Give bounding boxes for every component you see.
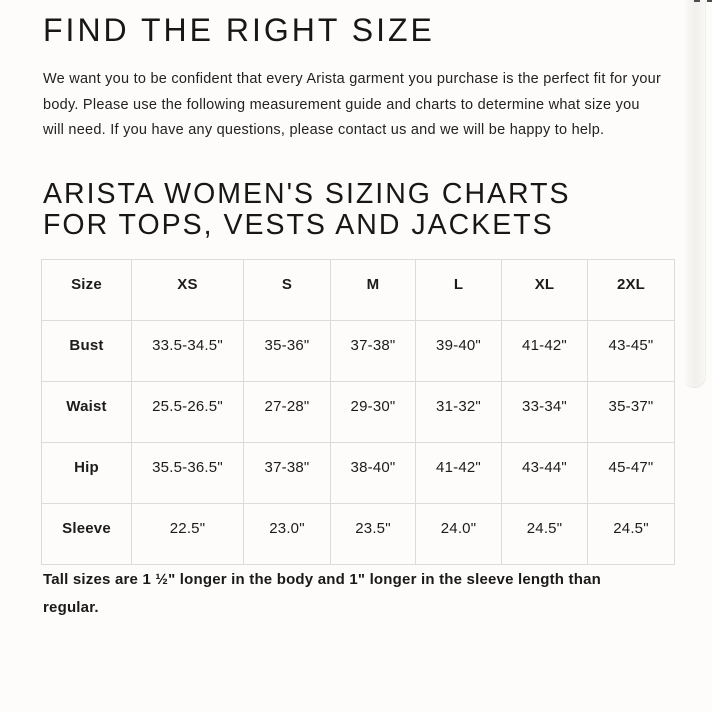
size-chart-header-cell: XS <box>132 260 244 321</box>
size-chart-table <box>41 259 675 565</box>
intro-paragraph: We want you to be confident that every Arista garment you purchase is the perfect fit for your body. Please use the following measurement guide and charts to determine what size you will need. If you have any questions, please contact us and we will be happy to help. <box>43 71 662 139</box>
size-chart-cell: 41-42" <box>416 443 502 504</box>
cropped-edge-artifact <box>707 0 712 2</box>
size-chart-cell: 43-44" <box>502 443 588 504</box>
size-chart-cell: 41-42" <box>502 321 588 382</box>
size-chart-row-sleeve <box>42 504 675 565</box>
size-chart-row-label: Waist <box>42 382 132 443</box>
size-chart-cell: 39-40" <box>416 321 502 382</box>
size-chart-header-cell: Size <box>42 260 132 321</box>
size-chart-header-cell: M <box>331 260 416 321</box>
size-chart-cell: 37-38" <box>331 321 416 382</box>
size-chart-cell: 23.5" <box>331 504 416 565</box>
section-heading-line2: FOR TOPS, VESTS AND JACKETS <box>43 209 554 241</box>
size-chart-cell: 23.0" <box>244 504 331 565</box>
size-chart-row-waist <box>42 382 675 443</box>
size-chart-cell: 33.5-34.5" <box>132 321 244 382</box>
size-chart-header-cell: XL <box>502 260 588 321</box>
size-chart-row-hip <box>42 443 675 504</box>
size-chart-cell: 24.0" <box>416 504 502 565</box>
size-chart-row-bust <box>42 321 675 382</box>
size-chart-header-cell: S <box>244 260 331 321</box>
size-chart-cell: 27-28" <box>244 382 331 443</box>
size-chart-header-cell: L <box>416 260 502 321</box>
size-chart-cell: 22.5" <box>132 504 244 565</box>
size-chart-cell: 25.5-26.5" <box>132 382 244 443</box>
page-title: FIND THE RIGHT SIZE <box>43 12 435 48</box>
size-chart-cell: 37-38" <box>244 443 331 504</box>
section-heading-line1: ARISTA WOMEN'S SIZING CHARTS <box>43 178 571 210</box>
tall-sizes-footnote: Tall sizes are 1 ½" longer in the body and 1" longer in the sleeve length than regular. <box>43 571 602 616</box>
scrollbar-thumb[interactable] <box>683 0 706 388</box>
size-chart-cell: 45-47" <box>588 443 675 504</box>
size-chart-cell: 35-37" <box>588 382 675 443</box>
size-chart-header-cell: 2XL <box>588 260 675 321</box>
size-chart-row-label: Sleeve <box>42 504 132 565</box>
size-chart-header-row <box>42 260 675 321</box>
size-chart-cell: 24.5" <box>588 504 675 565</box>
size-chart-row-label: Bust <box>42 321 132 382</box>
size-chart-cell: 38-40" <box>331 443 416 504</box>
size-chart-cell: 29-30" <box>331 382 416 443</box>
section-heading <box>43 179 571 241</box>
size-chart-row-label: Hip <box>42 443 132 504</box>
size-chart-cell: 35.5-36.5" <box>132 443 244 504</box>
size-chart-cell: 43-45" <box>588 321 675 382</box>
size-chart-cell: 31-32" <box>416 382 502 443</box>
size-chart-cell: 33-34" <box>502 382 588 443</box>
cropped-edge-artifact <box>694 0 700 2</box>
size-chart-cell: 35-36" <box>244 321 331 382</box>
size-chart-cell: 24.5" <box>502 504 588 565</box>
